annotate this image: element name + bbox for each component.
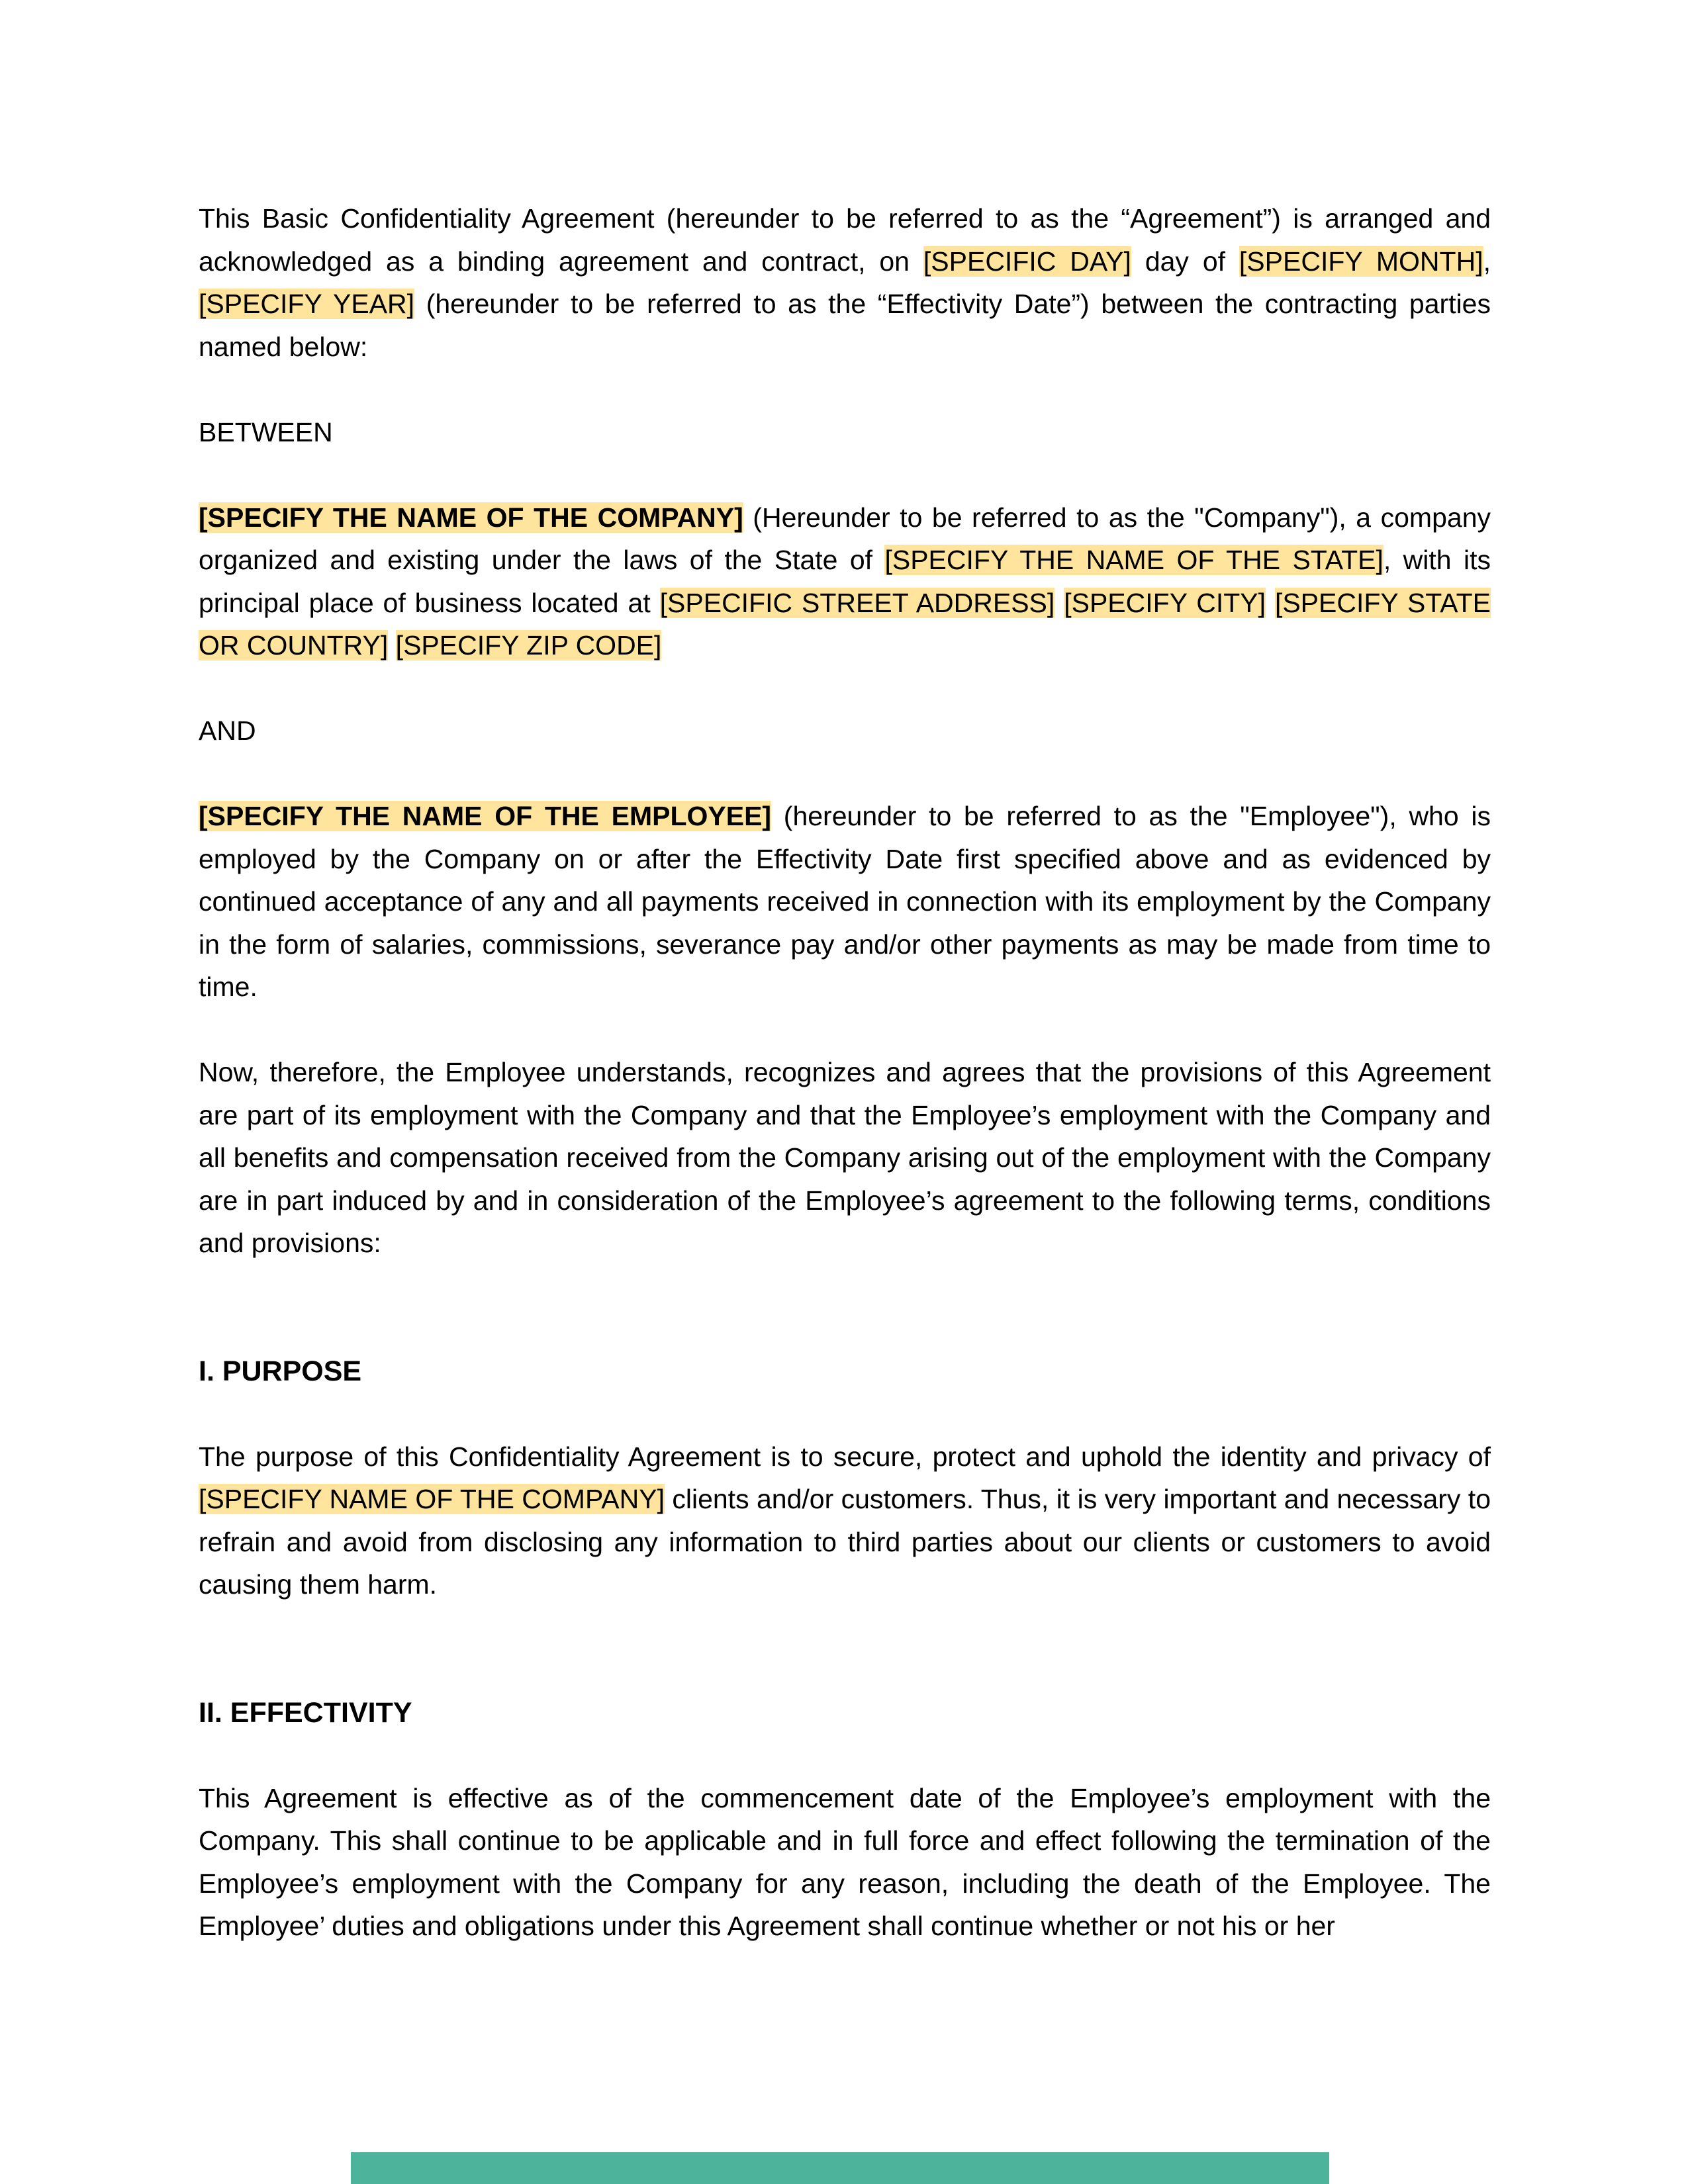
footer-bar [351, 2152, 1329, 2184]
purpose-heading: I. PURPOSE [199, 1355, 362, 1387]
and-label: AND [199, 715, 256, 746]
between-label: BETWEEN [199, 416, 333, 447]
company-text-1: (Hereunder to be referred to as the "Company"), a company organized and existing under the laws of the State of [199, 502, 1491, 575]
purpose-text-1: The purpose of this Confidentiality Agreement is to secure, protect and uphold the identity and privacy of [199, 1441, 1491, 1472]
employee-name-placeholder: [SPECIFY THE NAME OF THE EMPLOYEE] [199, 801, 772, 831]
month-placeholder: [SPECIFY MONTH] [1239, 246, 1483, 277]
street-address-placeholder: [SPECIFIC STREET ADDRESS] [659, 587, 1055, 618]
state-or-country-placeholder: [SPECIFY STATE OR COUNTRY] [199, 587, 1491, 660]
zip-code-placeholder: [SPECIFY ZIP CODE] [395, 630, 662, 660]
document-body [199, 197, 1491, 1948]
intro-text-2: day of [1131, 246, 1239, 277]
intro-text-3: , [1483, 246, 1491, 277]
intro-text-1: This Basic Confidentiality Agreement (hereunder to be referred to as the “Agreement”) is arranged and acknowledged as a binding agreement and contract, on [199, 203, 1491, 277]
company-name-placeholder: [SPECIFY THE NAME OF THE COMPANY] [199, 502, 743, 533]
company-party-paragraph [199, 496, 1491, 667]
purpose-company-placeholder: [SPECIFY NAME OF THE COMPANY] [199, 1484, 665, 1514]
now-therefore-paragraph: Now, therefore, the Employee understands, recognizes and agrees that the provisions of this Agreement are part of its employment with the Company and that the Employee’s employment with the Company and all benefits and compensation received from the Company arising out of the employment with the Company are in part induced by and in consideration of the Employee’s agreement to the following terms, conditions and provisions: [199, 1057, 1491, 1258]
company-text-2: , with its principal place of business located at [199, 545, 1491, 618]
intro-paragraph [199, 197, 1491, 368]
purpose-text-2: clients and/or customers. Thus, it is very important and necessary to refrain and avoid from disclosing any information to third parties about our clients or customers to avoid causing them harm. [199, 1484, 1491, 1600]
employee-party-paragraph [199, 795, 1491, 1009]
intro-text-4: (hereunder to be referred to as the “Effectivity Date”) between the contracting parties named below: [199, 289, 1491, 362]
purpose-paragraph [199, 1435, 1491, 1606]
year-placeholder: [SPECIFY YEAR] [199, 289, 415, 319]
effectivity-paragraph: This Agreement is effective as of the commencement date of the Employee’s employment with the Company. This shall continue to be applicable and in full force and effect following the termination of the Employee’s employment with the Company for any reason, including the death of the Employee. The Employee’ duties and obligations under this Agreement shall continue whether or not his or her [199, 1782, 1491, 1941]
state-placeholder: [SPECIFY THE NAME OF THE STATE] [884, 545, 1383, 575]
day-placeholder: [SPECIFIC DAY] [923, 246, 1131, 277]
effectivity-heading: II. EFFECTIVITY [199, 1696, 412, 1729]
city-placeholder: [SPECIFY CITY] [1064, 587, 1266, 618]
employee-text-1: (hereunder to be referred to as the "Employee"), who is employed by the Company on or after the Effectivity Date first specified above and as evidenced by continued acceptance of any and all payments received in connection with its employment by the Company in the form of salaries, commissions, severance pay and/or other payments as may be made from time to time. [199, 801, 1491, 1002]
